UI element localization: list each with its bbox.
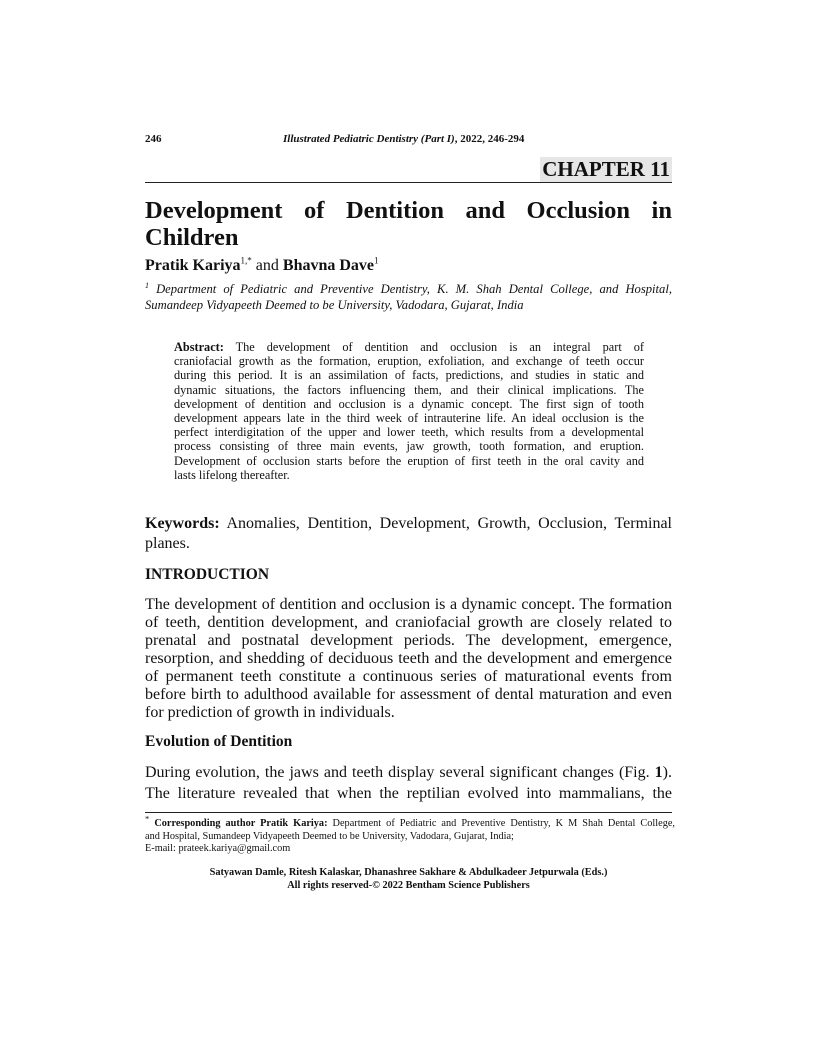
- journal-citation: [283, 133, 524, 146]
- abstract-line: during this period. It is an assimilation of facts, predictions, and studies in static and: [174, 368, 644, 383]
- footnote-line: [145, 813, 675, 831]
- editors-credit: [145, 866, 672, 892]
- section-heading-introduction: INTRODUCTION: [145, 566, 270, 583]
- affiliation-line: [145, 281, 672, 297]
- author-affil-mark: 1: [374, 255, 379, 266]
- affiliation-line: Sumandeep Vidyapeeth Deemed to be University, Vadodara, Gujarat, India: [145, 298, 524, 312]
- paragraph-line: [145, 762, 672, 783]
- abstract-line: dynamic situations, the factors influencing them, and their clinical implications. The: [174, 382, 644, 397]
- keywords: [145, 514, 672, 554]
- chapter-title: [145, 197, 672, 251]
- abstract-line: development of dentition and occlusion is a dynamic concept. The first sign of tooth: [174, 396, 644, 411]
- figure-reference[interactable]: 1: [654, 764, 663, 781]
- abstract: [174, 340, 644, 482]
- footnote-email: E-mail: prateek.kariya@gmail.com: [145, 843, 291, 855]
- keywords-label: Keywords:: [145, 515, 220, 532]
- keywords-line: [145, 514, 672, 534]
- editors-line: Satyawan Damle, Ritesh Kalaskar, Dhanashree Sakhare & Abdulkadeer Jetpurwala (Eds.): [209, 867, 608, 878]
- paragraph-line: The development of dentition and occlusion is a dynamic concept. The formation: [145, 596, 672, 613]
- affiliation: [145, 281, 672, 313]
- keywords-line: planes.: [145, 535, 190, 552]
- abstract-text: The development of dentition and occlusion is an integral part of: [223, 340, 644, 354]
- author-conj: and: [251, 257, 283, 274]
- author-affil-mark: 1,*: [240, 255, 252, 266]
- header-rule: [145, 182, 672, 183]
- title-line: Children: [145, 224, 239, 251]
- footnote-line: and Hospital, Sumandeep Vidyapeeth Deemed to be University, Vadodara, Gujarat, India;: [145, 830, 514, 842]
- page-number: 246: [145, 133, 162, 145]
- running-header: [145, 133, 672, 146]
- authors: [145, 256, 379, 276]
- paragraph-line: of permanent teeth constitute a continuous series of maturational events from: [145, 668, 672, 685]
- affil-mark: 1: [145, 280, 149, 290]
- abstract-line: craniofacial growth as the formation, eruption, exfoliation, and exchange of teeth occur: [174, 354, 644, 369]
- abstract-line: process consisting of three main events, jaw growth, tooth formation, and eruption.: [174, 439, 644, 454]
- journal-year-pages: , 2022, 246-294: [454, 133, 525, 145]
- paragraph-line: of teeth, dentition development, and craniofacial growth are closely related to: [145, 614, 672, 631]
- footnote-text: Department of Pediatric and Preventive Dentistry, K M Shah Dental College,: [327, 818, 675, 829]
- abstract-line: [174, 340, 644, 354]
- paragraph-line: The literature revealed that when the reptilian evolved into mammalians, the: [145, 785, 672, 802]
- abstract-line: Development of occlusion starts before the eruption of first teeth in the oral cavity and: [174, 453, 644, 468]
- footnote-rule: [145, 812, 672, 813]
- paragraph-line: before birth to adulthood available for assessment of dental maturation and even: [145, 686, 672, 703]
- author-name: Bhavna Dave: [282, 257, 375, 274]
- footnote-mark: *: [145, 813, 150, 824]
- paragraph-line: for prediction of growth in individuals.: [145, 704, 395, 721]
- title-line: Development of Dentition and Occlusion in: [145, 197, 672, 224]
- footnote: [145, 813, 675, 856]
- chapter-label: CHAPTER 11: [542, 157, 670, 181]
- journal-title: Illustrated Pediatric Dentistry (Part I): [283, 133, 455, 145]
- abstract-line: lasts lifelong thereafter.: [174, 467, 290, 482]
- keywords-text: Anomalies, Dentition, Development, Growth, Occlusion, Terminal: [219, 515, 672, 532]
- abstract-label: Abstract:: [174, 340, 224, 354]
- abstract-line: development appears late in the third week of intrauterine life. An ideal occlusion is the: [174, 411, 644, 426]
- introduction-paragraph: [145, 596, 672, 722]
- section-heading-evolution: Evolution of Dentition: [145, 733, 293, 750]
- paragraph-line: prenatal and postnatal development periods. The development, emergence,: [145, 632, 672, 649]
- footnote-label: Corresponding author Pratik Kariya:: [149, 818, 328, 829]
- copyright-line: All rights reserved-© 2022 Bentham Science Publishers: [287, 880, 530, 891]
- author-name: Pratik Kariya: [145, 257, 241, 274]
- affil-text: Department of Pediatric and Preventive Dentistry, K. M. Shah Dental College, and Hospital,: [149, 282, 672, 296]
- evolution-paragraph: [145, 762, 672, 804]
- abstract-line: perfect interdigitation of the upper and lower teeth, which results from a developmental: [174, 425, 644, 440]
- paragraph-line: resorption, and shedding of deciduous teeth and the development and emergence: [145, 650, 672, 667]
- line-text: During evolution, the jaws and teeth display several significant changes (Fig.: [145, 764, 655, 781]
- line-text: ).: [662, 764, 672, 781]
